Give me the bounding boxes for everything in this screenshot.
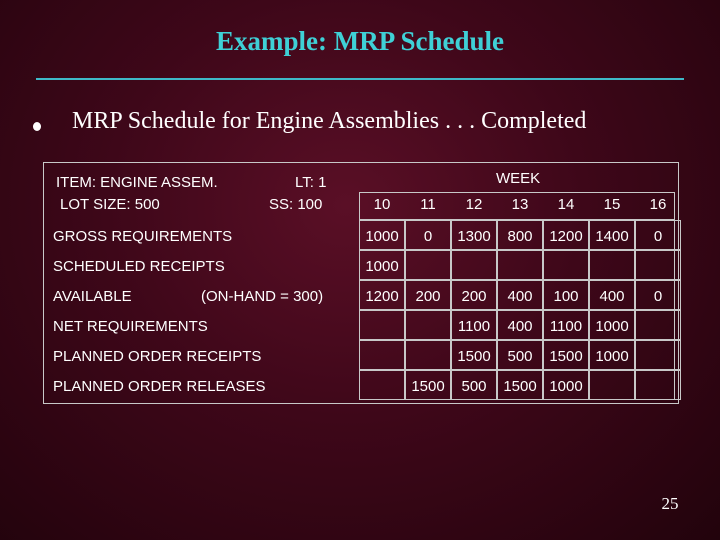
- lot-size-label: LOT SIZE: 500: [60, 196, 160, 213]
- cell-border: [451, 340, 497, 370]
- week-header-10: 10: [373, 196, 391, 213]
- cell-border: [589, 340, 635, 370]
- cell-border: [359, 370, 405, 400]
- row-label: PLANNED ORDER RELEASES: [53, 378, 266, 395]
- week-header-12: 12: [465, 196, 483, 213]
- cell-border: [359, 280, 405, 310]
- cell-border: [359, 310, 405, 340]
- table-cell: 0: [653, 288, 663, 305]
- table-cell: 1500: [411, 378, 445, 395]
- table-cell: 1100: [549, 318, 583, 335]
- table-cell: 400: [599, 288, 625, 305]
- table-cell: 0: [423, 228, 433, 245]
- week-header-13: 13: [511, 196, 529, 213]
- table-cell: 1200: [549, 228, 583, 245]
- cell-border: [405, 280, 451, 310]
- cell-border: [543, 250, 589, 280]
- table-cell: 1100: [457, 318, 491, 335]
- cell-border: [451, 280, 497, 310]
- table-cell: 1500: [503, 378, 537, 395]
- bullet-text: MRP Schedule for Engine Assemblies . . . Completed: [72, 108, 587, 134]
- bullet-icon: [33, 122, 41, 131]
- cell-border: [543, 340, 589, 370]
- table-cell: 400: [507, 318, 533, 335]
- cell-border: [405, 220, 451, 250]
- cell-border: [543, 220, 589, 250]
- cell-border: [589, 250, 635, 280]
- cell-border: [543, 280, 589, 310]
- table-cell: 1000: [595, 348, 629, 365]
- cell-border: [405, 340, 451, 370]
- cell-border: [405, 250, 451, 280]
- safety-stock-label: SS: 100: [269, 196, 323, 213]
- cell-border: [635, 310, 681, 340]
- table-cell: 1500: [457, 348, 491, 365]
- item-label: ITEM: ENGINE ASSEM.: [56, 174, 218, 191]
- cell-border: [359, 250, 405, 280]
- table-cell: 200: [415, 288, 441, 305]
- week-header-14: 14: [557, 196, 575, 213]
- cell-border: [635, 280, 681, 310]
- table-cell: 100: [553, 288, 579, 305]
- slide-title: Example: MRP Schedule: [216, 26, 504, 56]
- mrp-schedule-table: [43, 162, 679, 404]
- cell-border: [543, 310, 589, 340]
- table-cell: 1200: [365, 288, 399, 305]
- row-label: AVAILABLE: [53, 288, 132, 305]
- cell-border: [497, 340, 543, 370]
- title-divider: [36, 78, 684, 80]
- cell-border: [589, 220, 635, 250]
- cell-border: [635, 340, 681, 370]
- cell-border: [451, 370, 497, 400]
- cell-border: [589, 370, 635, 400]
- row-label: PLANNED ORDER RECEIPTS: [53, 348, 262, 365]
- table-cell: 1500: [549, 348, 583, 365]
- cell-border: [497, 370, 543, 400]
- cell-border: [497, 280, 543, 310]
- week-header-11: 11: [420, 196, 436, 213]
- cell-border: [451, 310, 497, 340]
- lead-time-label: LT: 1: [295, 174, 327, 191]
- table-cell: 1300: [457, 228, 491, 245]
- table-cell: 800: [507, 228, 533, 245]
- cell-border: [589, 310, 635, 340]
- cell-border: [589, 280, 635, 310]
- cell-border: [635, 250, 681, 280]
- table-cell: 400: [507, 288, 533, 305]
- table-cell: 200: [461, 288, 487, 305]
- week-label: WEEK: [496, 170, 541, 187]
- week-header-15: 15: [603, 196, 621, 213]
- row-label: SCHEDULED RECEIPTS: [53, 258, 225, 275]
- page-number: 25: [661, 494, 679, 513]
- table-cell: 500: [461, 378, 487, 395]
- cell-border: [405, 370, 451, 400]
- row-label: GROSS REQUIREMENTS: [53, 228, 233, 245]
- cell-border: [497, 250, 543, 280]
- row-note: (ON-HAND = 300): [201, 288, 324, 305]
- table-cell: 1000: [549, 378, 583, 395]
- cell-border: [635, 370, 681, 400]
- table-cell: 0: [653, 228, 663, 245]
- cell-border: [405, 310, 451, 340]
- cell-border: [635, 220, 681, 250]
- cell-border: [359, 220, 405, 250]
- cell-border: [451, 220, 497, 250]
- cell-border: [451, 250, 497, 280]
- week-header-16: 16: [649, 196, 667, 213]
- cell-border: [497, 310, 543, 340]
- table-cell: 1000: [365, 258, 399, 275]
- table-cell: 1400: [595, 228, 629, 245]
- cell-border: [497, 220, 543, 250]
- row-label: NET REQUIREMENTS: [53, 318, 208, 335]
- cell-border: [543, 370, 589, 400]
- table-cell: 500: [507, 348, 533, 365]
- cell-border: [359, 340, 405, 370]
- table-cell: 1000: [595, 318, 629, 335]
- table-cell: 1000: [365, 228, 399, 245]
